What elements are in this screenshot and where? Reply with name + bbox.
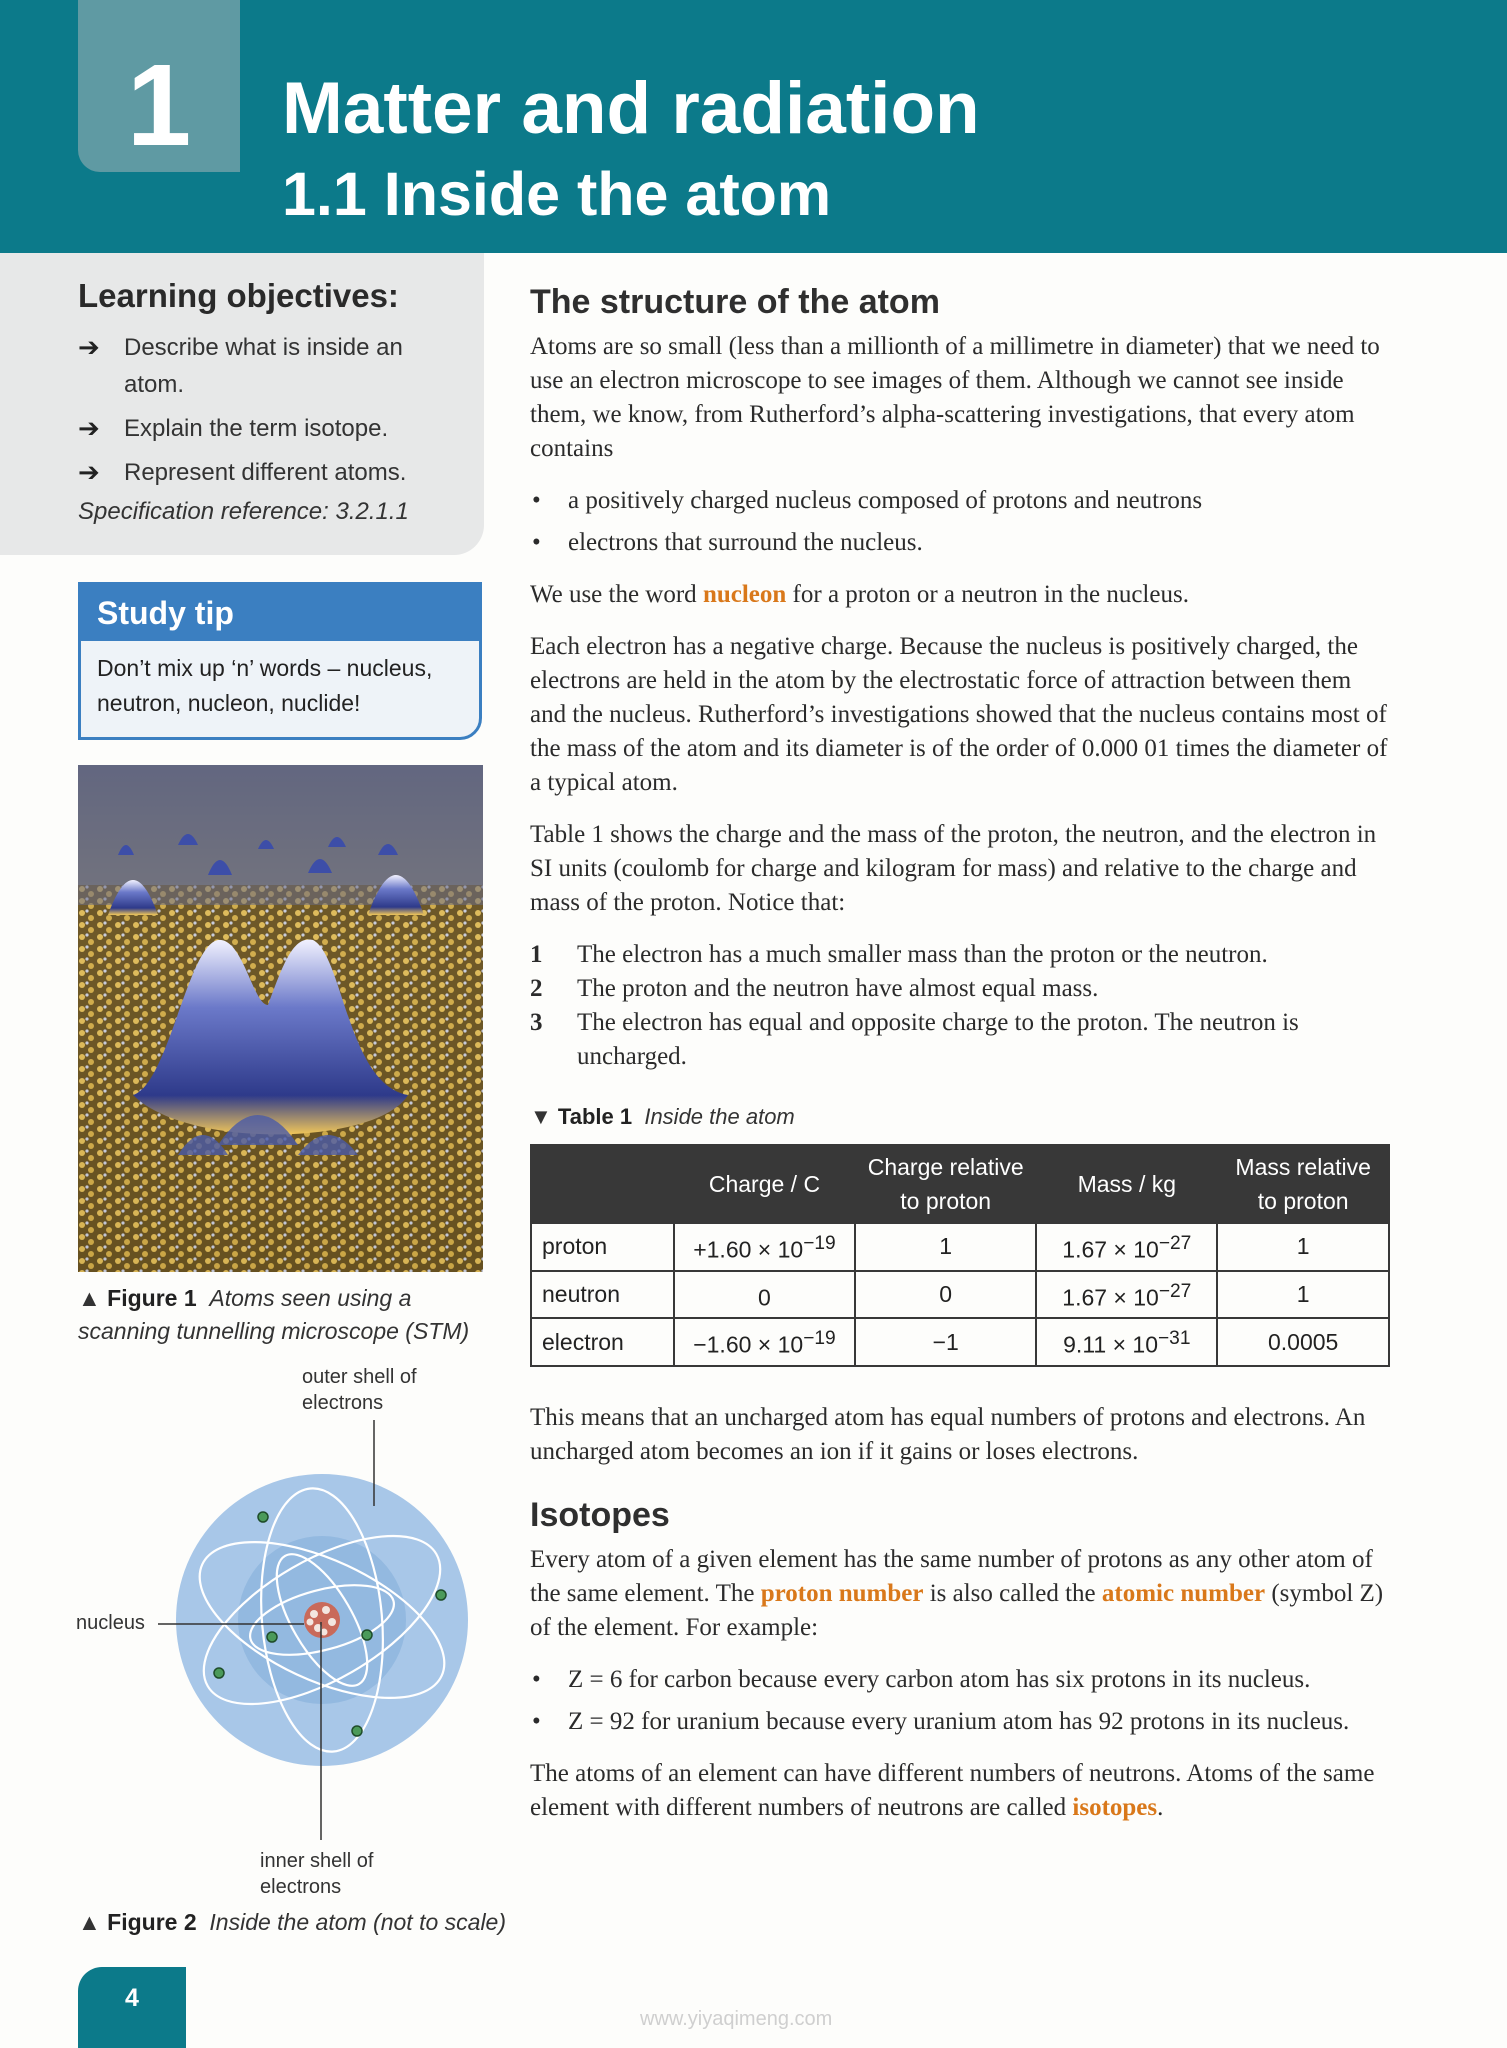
list-item: 3 The electron has equal and opposite charge to the proton. The neutron is uncharged. bbox=[530, 1009, 1299, 1070]
list-item: 2 The proton and the neutron have almost equal mass. bbox=[530, 975, 1099, 1002]
table-caption: ▼ Table 1 Inside the atom bbox=[530, 1104, 795, 1129]
learning-objectives-box bbox=[0, 253, 484, 555]
table-header: Charge / C bbox=[674, 1145, 855, 1223]
triangle-up-icon: ▲ bbox=[78, 1909, 101, 1935]
objectives-list bbox=[78, 329, 468, 498]
paragraph: Every atom of a given element has the same number of protons as any other atom of the same element. The proton number is also called the atomic number (symbol Z) of the element. For example: bbox=[530, 1545, 1384, 1641]
paragraph: This means that an uncharged atom has equal numbers of protons and electrons. An uncharged atom becomes an ion if it gains or loses electrons. bbox=[530, 1403, 1366, 1465]
objectives-title: Learning objectives: bbox=[78, 277, 399, 314]
arrow-right-icon: ➔ bbox=[78, 413, 100, 443]
figure-1-caption: ▲ Figure 1 Atoms seen using a scanning tunnelling microscope (STM) bbox=[78, 1285, 470, 1344]
keyword-isotopes: isotopes bbox=[1072, 1793, 1158, 1821]
keyword-nucleon: nucleon bbox=[702, 581, 787, 608]
objective-item: ➔ Describe what is inside an atom. bbox=[78, 329, 468, 403]
table-header bbox=[531, 1145, 674, 1223]
stm-image bbox=[78, 765, 483, 1272]
paragraph: Each electron has a negative charge. Because the nucleus is positively charged, the electrons are held in the atom by the electrostatic force of attraction between them and the nucleus. Rutherford’s investigations showed that the nucleus contains most of the mass of the atom and its diameter is of the order of 0.000 01 times the diameter of a typical atom. bbox=[530, 633, 1388, 796]
table-header-row bbox=[531, 1145, 1389, 1223]
arrow-right-icon: ➔ bbox=[78, 332, 100, 362]
paragraph: The atoms of an element can have different numbers of neutrons. Atoms of the same element with different numbers of neutrons are called isotopes. bbox=[530, 1759, 1375, 1821]
bullet-list bbox=[530, 1663, 1392, 1739]
triangle-down-icon: ▼ bbox=[530, 1104, 552, 1129]
list-item: • a positively charged nucleus composed of protons and neutrons bbox=[530, 484, 1392, 518]
section-title: 1.1 Inside the atom bbox=[282, 160, 832, 228]
paragraph: We use the word nucleon for a proton or a neutron in the nucleus. bbox=[530, 581, 1189, 608]
atom-diagram bbox=[0, 1360, 500, 1900]
arrow-right-icon: ➔ bbox=[78, 457, 100, 487]
particles-table bbox=[530, 1144, 1390, 1367]
table-row: neutron 0 0 $1.67 \times 10^{-27}$ 1 bbox=[531, 1271, 1389, 1319]
heading-structure-of-atom: The structure of the atom bbox=[530, 283, 940, 321]
chapter-number: 1 bbox=[78, 0, 240, 172]
objective-item: ➔ Explain the term isotope. bbox=[78, 410, 468, 447]
list-item: 1 The electron has a much smaller mass than the proton or the neutron. bbox=[530, 941, 1268, 968]
main-content bbox=[530, 282, 1392, 1843]
table-row: electron $-1.60 \times 10^{-19}$ −1 $9.11 \times 10^{-31}$ 0.0005 bbox=[531, 1318, 1389, 1366]
nucleus-label: nucleus bbox=[76, 1612, 145, 1634]
objective-item: ➔ Represent different atoms. bbox=[78, 454, 468, 491]
list-item: • Z = 92 for uranium because every uranium atom has 92 protons in its nucleus. bbox=[530, 1705, 1392, 1739]
study-tip-text: Don’t mix up ‘n’ words – nucleus, neutron, nucleon, nuclide! bbox=[97, 655, 433, 716]
figure-2-caption: ▲ Figure 2 Inside the atom (not to scale) bbox=[78, 1909, 507, 1935]
table-header: Mass relative to proton bbox=[1217, 1145, 1389, 1223]
table-row: proton $+1.60 \times 10^{-19}$ 1 $1.67 \times 10^{-27}$ 1 bbox=[531, 1223, 1389, 1271]
page-number: 4 bbox=[78, 1967, 186, 2048]
heading-isotopes: Isotopes bbox=[530, 1495, 670, 1534]
triangle-up-icon: ▲ bbox=[78, 1285, 101, 1311]
inner-shell-label: inner shell of electrons bbox=[260, 1850, 374, 1898]
keyword-proton-number: proton number bbox=[760, 1579, 924, 1607]
list-item: • Z = 6 for carbon because every carbon atom has six protons in its nucleus. bbox=[530, 1663, 1392, 1697]
specification-reference: Specification reference: 3.2.1.1 bbox=[78, 498, 409, 525]
bullet-list bbox=[530, 484, 1392, 560]
keyword-atomic-number: atomic number bbox=[1101, 1579, 1266, 1607]
list-item: • electrons that surround the nucleus. bbox=[530, 526, 1392, 560]
table-header: Charge relative to proton bbox=[855, 1145, 1036, 1223]
watermark: www.yiyaqimeng.com bbox=[640, 2008, 833, 2030]
outer-shell-label: outer shell of electrons bbox=[302, 1366, 417, 1414]
paragraph: Atoms are so small (less than a millionth of a millimetre in diameter) that we need to use an electron microscope to see images of them. Although we cannot see inside them, we know, from Rutherford’s alpha-scattering investigations, that every atom contains bbox=[530, 333, 1380, 462]
paragraph: Table 1 shows the charge and the mass of the proton, the neutron, and the electron in SI units (coulomb for charge and kilogram for mass) and relative to the charge and mass of the proton. Notice that: bbox=[530, 821, 1377, 916]
table-header: Mass / kg bbox=[1036, 1145, 1217, 1223]
chapter-title: Matter and radiation bbox=[282, 68, 980, 149]
chapter-header bbox=[0, 0, 1507, 253]
numbered-list bbox=[530, 938, 1392, 1074]
study-tip-box bbox=[78, 582, 482, 740]
study-tip-title: Study tip bbox=[81, 585, 479, 641]
